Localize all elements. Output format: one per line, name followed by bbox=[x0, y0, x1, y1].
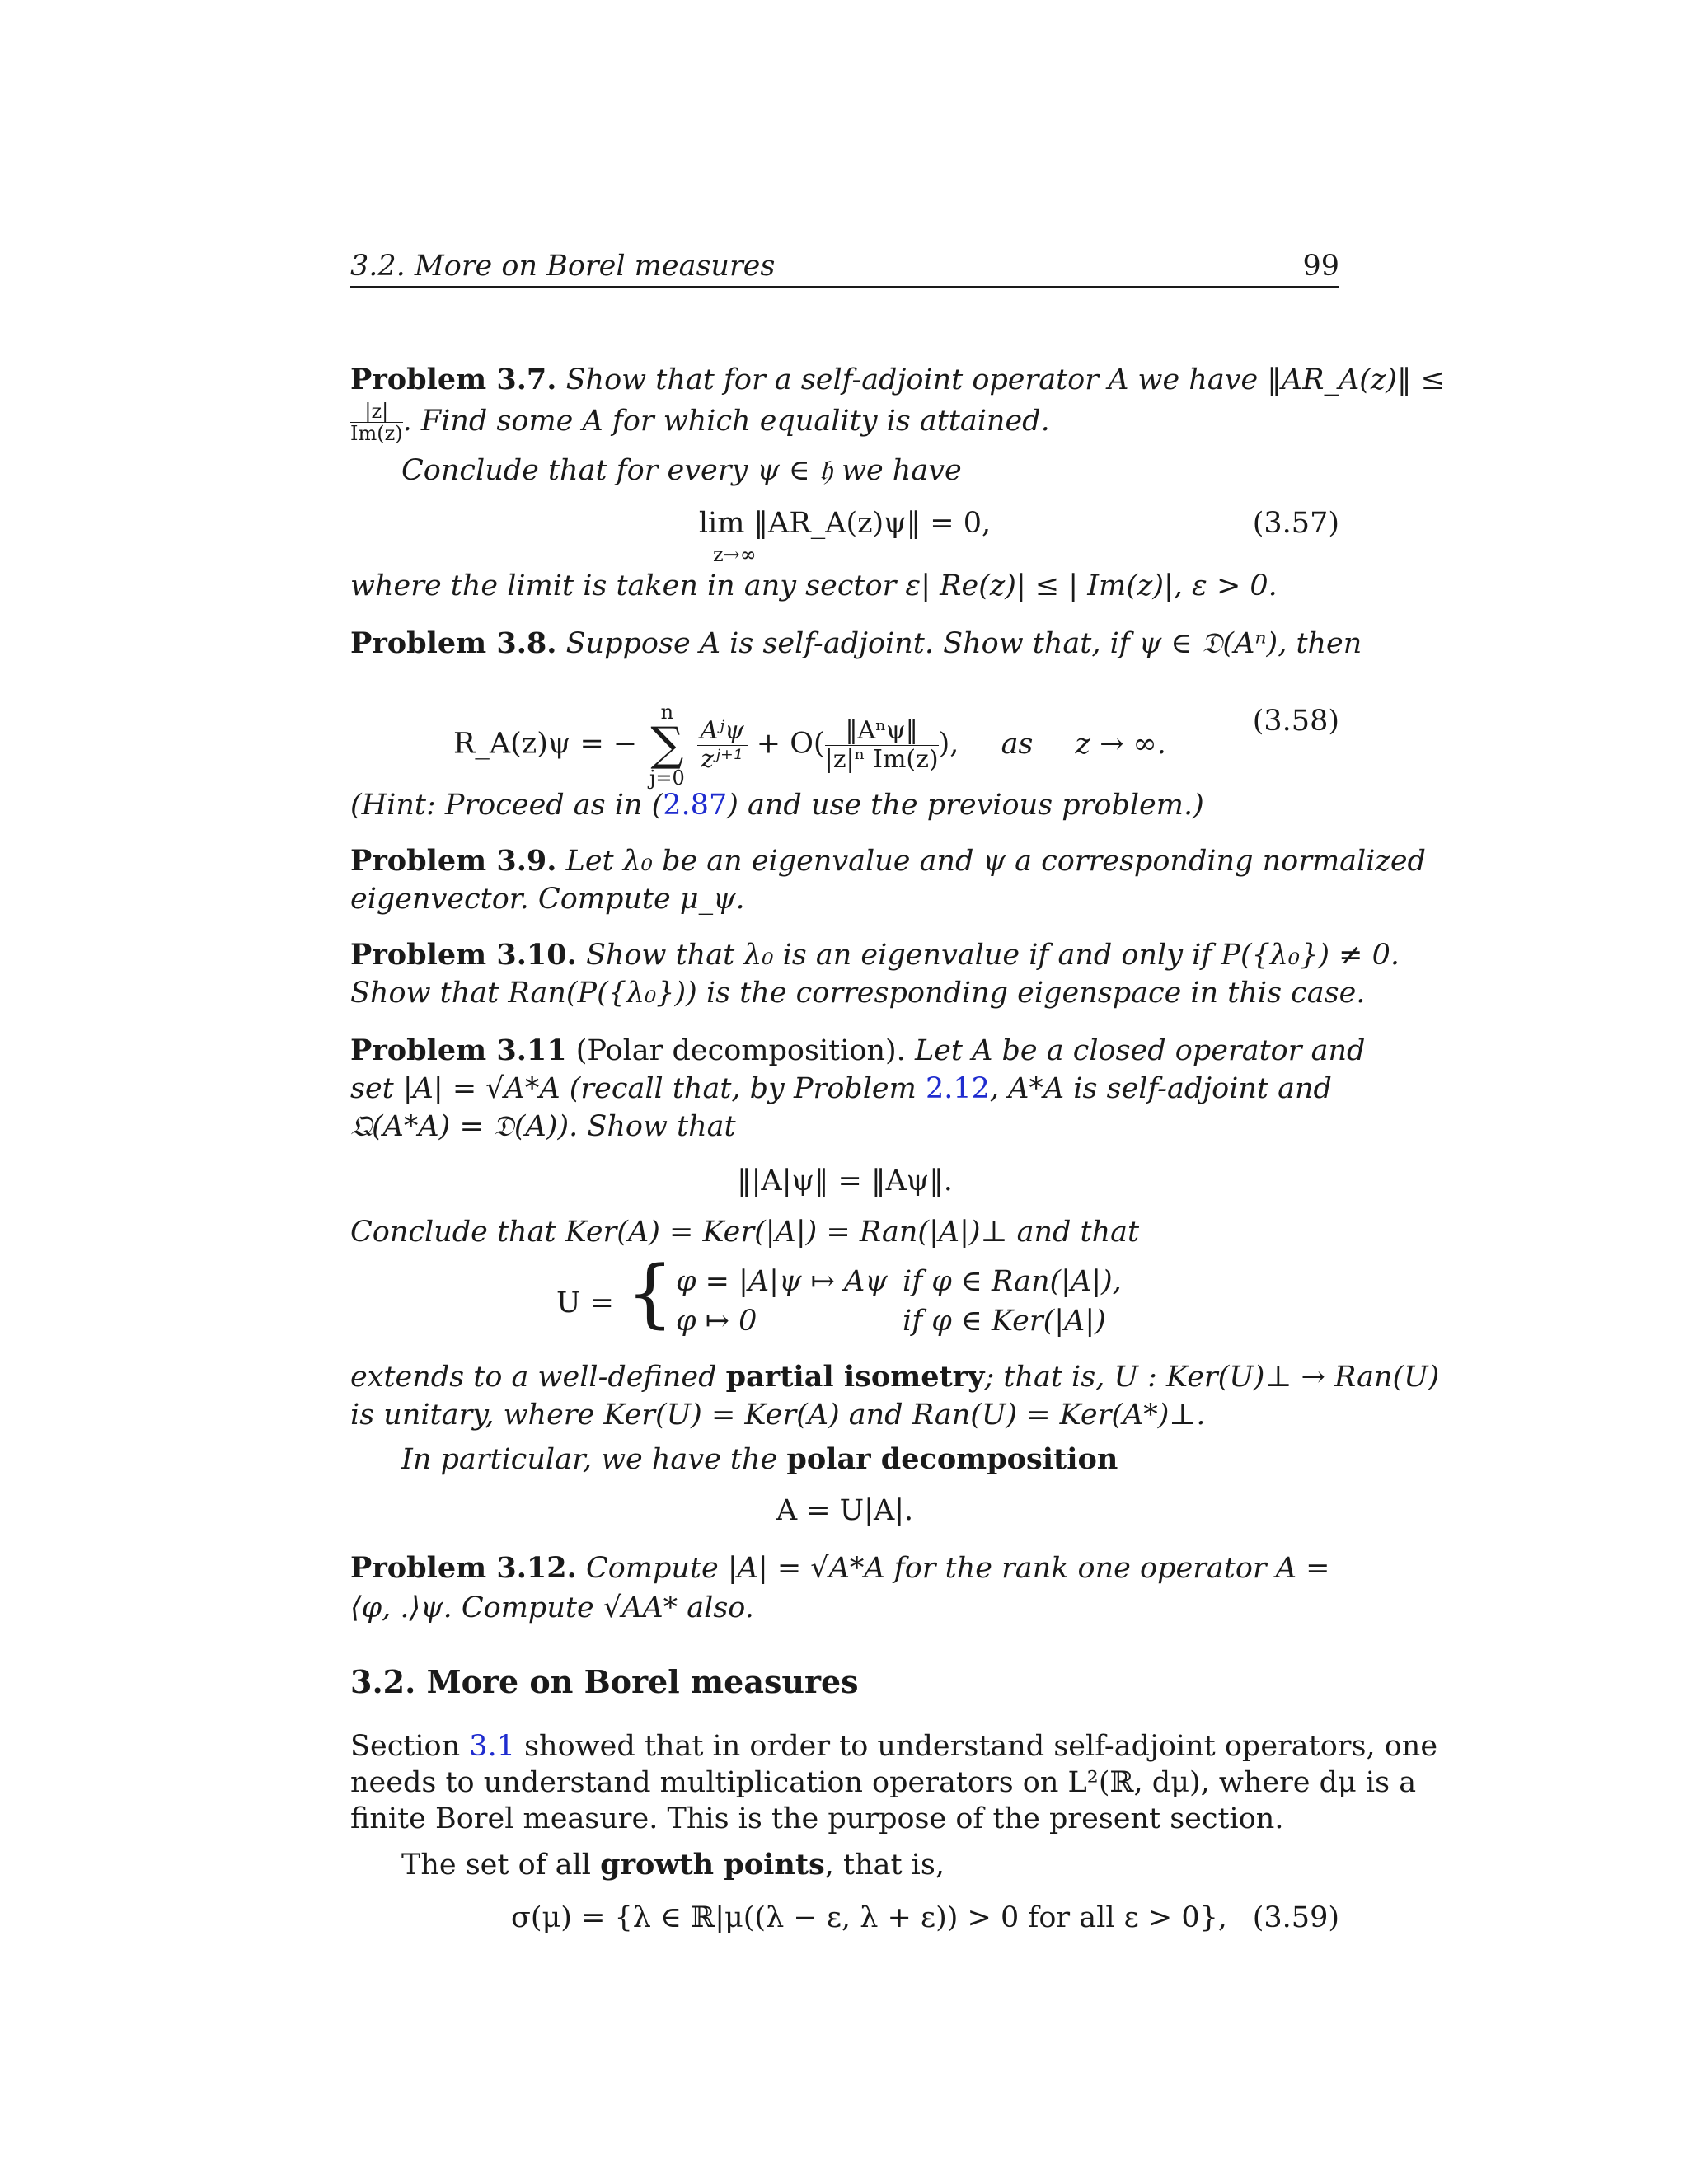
equation-number: (3.59) bbox=[1252, 1901, 1339, 1934]
body-text: , that is, bbox=[824, 1849, 945, 1882]
problem-text: Show that for a self-adjoint operator A we have ‖AR_A(z)‖ ≤ bbox=[565, 363, 1445, 396]
problem-link[interactable]: 2.12 bbox=[925, 1072, 990, 1105]
fraction-numerator: ‖Aⁿψ‖ bbox=[825, 717, 939, 746]
problem-3-11-line4: Conclude that Ker(A) = Ker(|A|) = Ran(|A|)⊥ and that bbox=[350, 1216, 1140, 1249]
left-brace-icon: { bbox=[626, 1250, 674, 1337]
problem-3-8-line1 bbox=[350, 625, 1362, 663]
problem-3-11-line2 bbox=[350, 1070, 1339, 1108]
problem-3-7-line4: where the limit is taken in any sector ε| Re(z)| ≤ | Im(z)|, ε > 0. bbox=[350, 569, 1278, 602]
problem-text: ; that is, U : Ker(U)⊥ → Ran(U) bbox=[984, 1361, 1440, 1394]
section-link[interactable]: 3.1 bbox=[469, 1730, 515, 1763]
section-para-line1 bbox=[350, 1727, 1438, 1765]
problem-3-11-line6: is unitary, where Ker(U) = Ker(A) and Ran(U) = Ker(A*)⊥. bbox=[350, 1399, 1206, 1432]
fraction-numerator: Aʲψ bbox=[697, 717, 748, 746]
body-text: Section bbox=[350, 1730, 470, 1763]
fraction bbox=[697, 717, 748, 774]
equation-3-58 bbox=[453, 702, 1339, 788]
problem-3-11-line5 bbox=[350, 1358, 1440, 1396]
problem-text: . Find some A for which equality is attained. bbox=[402, 405, 1050, 438]
equation-norm: ‖|A|ψ‖ = ‖Aψ‖. bbox=[737, 1165, 953, 1197]
hint-text: ) and use the previous problem.) bbox=[727, 789, 1204, 822]
header-rule bbox=[350, 286, 1339, 288]
problem-text: Show that λ₀ is an eigenvalue if and only if P({λ₀}) ≠ 0. bbox=[585, 939, 1400, 972]
equation-as: as bbox=[1001, 727, 1034, 761]
sum-upper: n bbox=[660, 701, 674, 724]
problem-3-12-line1 bbox=[350, 1549, 1339, 1587]
problem-3-10-line1 bbox=[350, 936, 1400, 974]
equation-mid: + O( bbox=[756, 727, 825, 761]
case-1: φ = |A|ψ ↦ Aψ bbox=[676, 1265, 888, 1298]
problem-3-10-line2: Show that Ran(P({λ₀})) is the corresponding eigenspace in this case. bbox=[350, 977, 1366, 1010]
sum-symbol bbox=[646, 702, 687, 788]
sigma-icon: ∑ bbox=[650, 718, 684, 771]
equation-lhs: R_A(z)ψ = − bbox=[453, 727, 638, 761]
problem-text: In particular, we have the bbox=[401, 1443, 787, 1476]
problem-3-9-line1 bbox=[350, 842, 1426, 880]
sum-lower: j=0 bbox=[649, 766, 685, 790]
section-para-line2: needs to understand multiplication operators on L²(ℝ, dμ), where dμ is a bbox=[350, 1766, 1417, 1799]
problem-text: Let λ₀ be an eigenvalue and ψ a corresponding normalized bbox=[565, 845, 1426, 878]
problem-3-7-line2 bbox=[350, 401, 1339, 444]
equation-link[interactable]: 2.87 bbox=[663, 789, 728, 822]
problem-text: set |A| = √A*A (recall that, by Problem bbox=[350, 1072, 926, 1105]
problem-3-8-hint bbox=[350, 786, 1339, 824]
equation-limit: z → ∞. bbox=[1075, 727, 1166, 761]
equation-u-definition bbox=[556, 1250, 1339, 1343]
equation-body: σ(μ) = {λ ∈ ℝ|μ((λ − ε, λ + ε)) > 0 for all ε > 0}, bbox=[511, 1901, 1228, 1934]
fraction-denominator: Im(z) bbox=[350, 422, 403, 445]
section-para-line4 bbox=[350, 1846, 1390, 1884]
problem-3-7-line3: Conclude that for every ψ ∈ 𝔥 we have bbox=[401, 454, 962, 487]
body-text: showed that in order to understand self-adjoint operators, one bbox=[514, 1730, 1438, 1763]
problem-3-11-line3: 𝔔(A*A) = 𝔇(A)). Show that bbox=[350, 1110, 736, 1143]
problem-label: Problem 3.12. bbox=[350, 1551, 577, 1585]
problem-text: Compute |A| = √A*A for the rank one operator A = bbox=[585, 1552, 1330, 1585]
problem-label: Problem 3.10. bbox=[350, 938, 577, 972]
section-para-line3: finite Borel measure. This is the purpose of the present section. bbox=[350, 1802, 1284, 1835]
equation-polar: A = U|A|. bbox=[776, 1494, 914, 1527]
case-1-condition: if φ ∈ Ran(|A|), bbox=[903, 1265, 1122, 1298]
problem-3-11-line1 bbox=[350, 1032, 1366, 1070]
problem-text: Let A be a closed operator and bbox=[914, 1034, 1366, 1067]
fraction bbox=[350, 401, 403, 444]
problem-3-7-line1 bbox=[350, 361, 1445, 399]
equation-3-57 bbox=[350, 504, 1339, 542]
equation-lhs: U = bbox=[556, 1286, 614, 1319]
term-bold: polar decomposition bbox=[786, 1442, 1118, 1476]
fraction-denominator: zʲ⁺¹ bbox=[701, 744, 743, 774]
fraction-numerator: |z| bbox=[350, 401, 403, 423]
problem-text: , A*A is self-adjoint and bbox=[989, 1072, 1332, 1105]
limit-subscript: z→∞ bbox=[713, 543, 757, 566]
fraction-denominator: |z|ⁿ Im(z) bbox=[824, 744, 939, 774]
equation-tail: ), bbox=[938, 727, 959, 761]
case-2-condition: if φ ∈ Ker(|A|) bbox=[903, 1305, 1106, 1338]
problem-3-12-line2: ⟨φ, .⟩ψ. Compute √AA* also. bbox=[350, 1591, 754, 1624]
problem-3-9-line2: eigenvector. Compute μ_ψ. bbox=[350, 883, 745, 916]
problem-text: extends to a well-defined bbox=[350, 1361, 726, 1394]
section-heading: 3.2. More on Borel measures bbox=[350, 1663, 859, 1700]
problem-text: Suppose A is self-adjoint. Show that, if ψ ∈ 𝔇(Aⁿ), then bbox=[565, 627, 1362, 660]
equation-body: lim ‖AR_A(z)ψ‖ = 0, bbox=[698, 507, 992, 540]
equation-number: (3.57) bbox=[1252, 507, 1339, 540]
hint-text: (Hint: Proceed as in ( bbox=[350, 789, 663, 822]
problem-label: Problem 3.8. bbox=[350, 626, 557, 660]
problem-label: Problem 3.11 bbox=[350, 1033, 567, 1067]
running-head bbox=[350, 247, 1339, 285]
problem-label: Problem 3.9. bbox=[350, 844, 557, 878]
problem-title: (Polar decomposition). bbox=[575, 1034, 906, 1067]
page-number: 99 bbox=[1302, 250, 1339, 283]
case-2: φ ↦ 0 bbox=[676, 1305, 757, 1338]
problem-label: Problem 3.7. bbox=[350, 363, 557, 396]
running-head-title: 3.2. More on Borel measures bbox=[350, 250, 776, 283]
body-text: The set of all bbox=[401, 1849, 601, 1882]
fraction bbox=[825, 717, 939, 774]
term-bold: partial isometry bbox=[725, 1360, 985, 1394]
term-bold: growth points bbox=[600, 1848, 825, 1882]
problem-3-11-line7 bbox=[350, 1441, 1390, 1479]
equation-number: (3.58) bbox=[1252, 705, 1339, 738]
